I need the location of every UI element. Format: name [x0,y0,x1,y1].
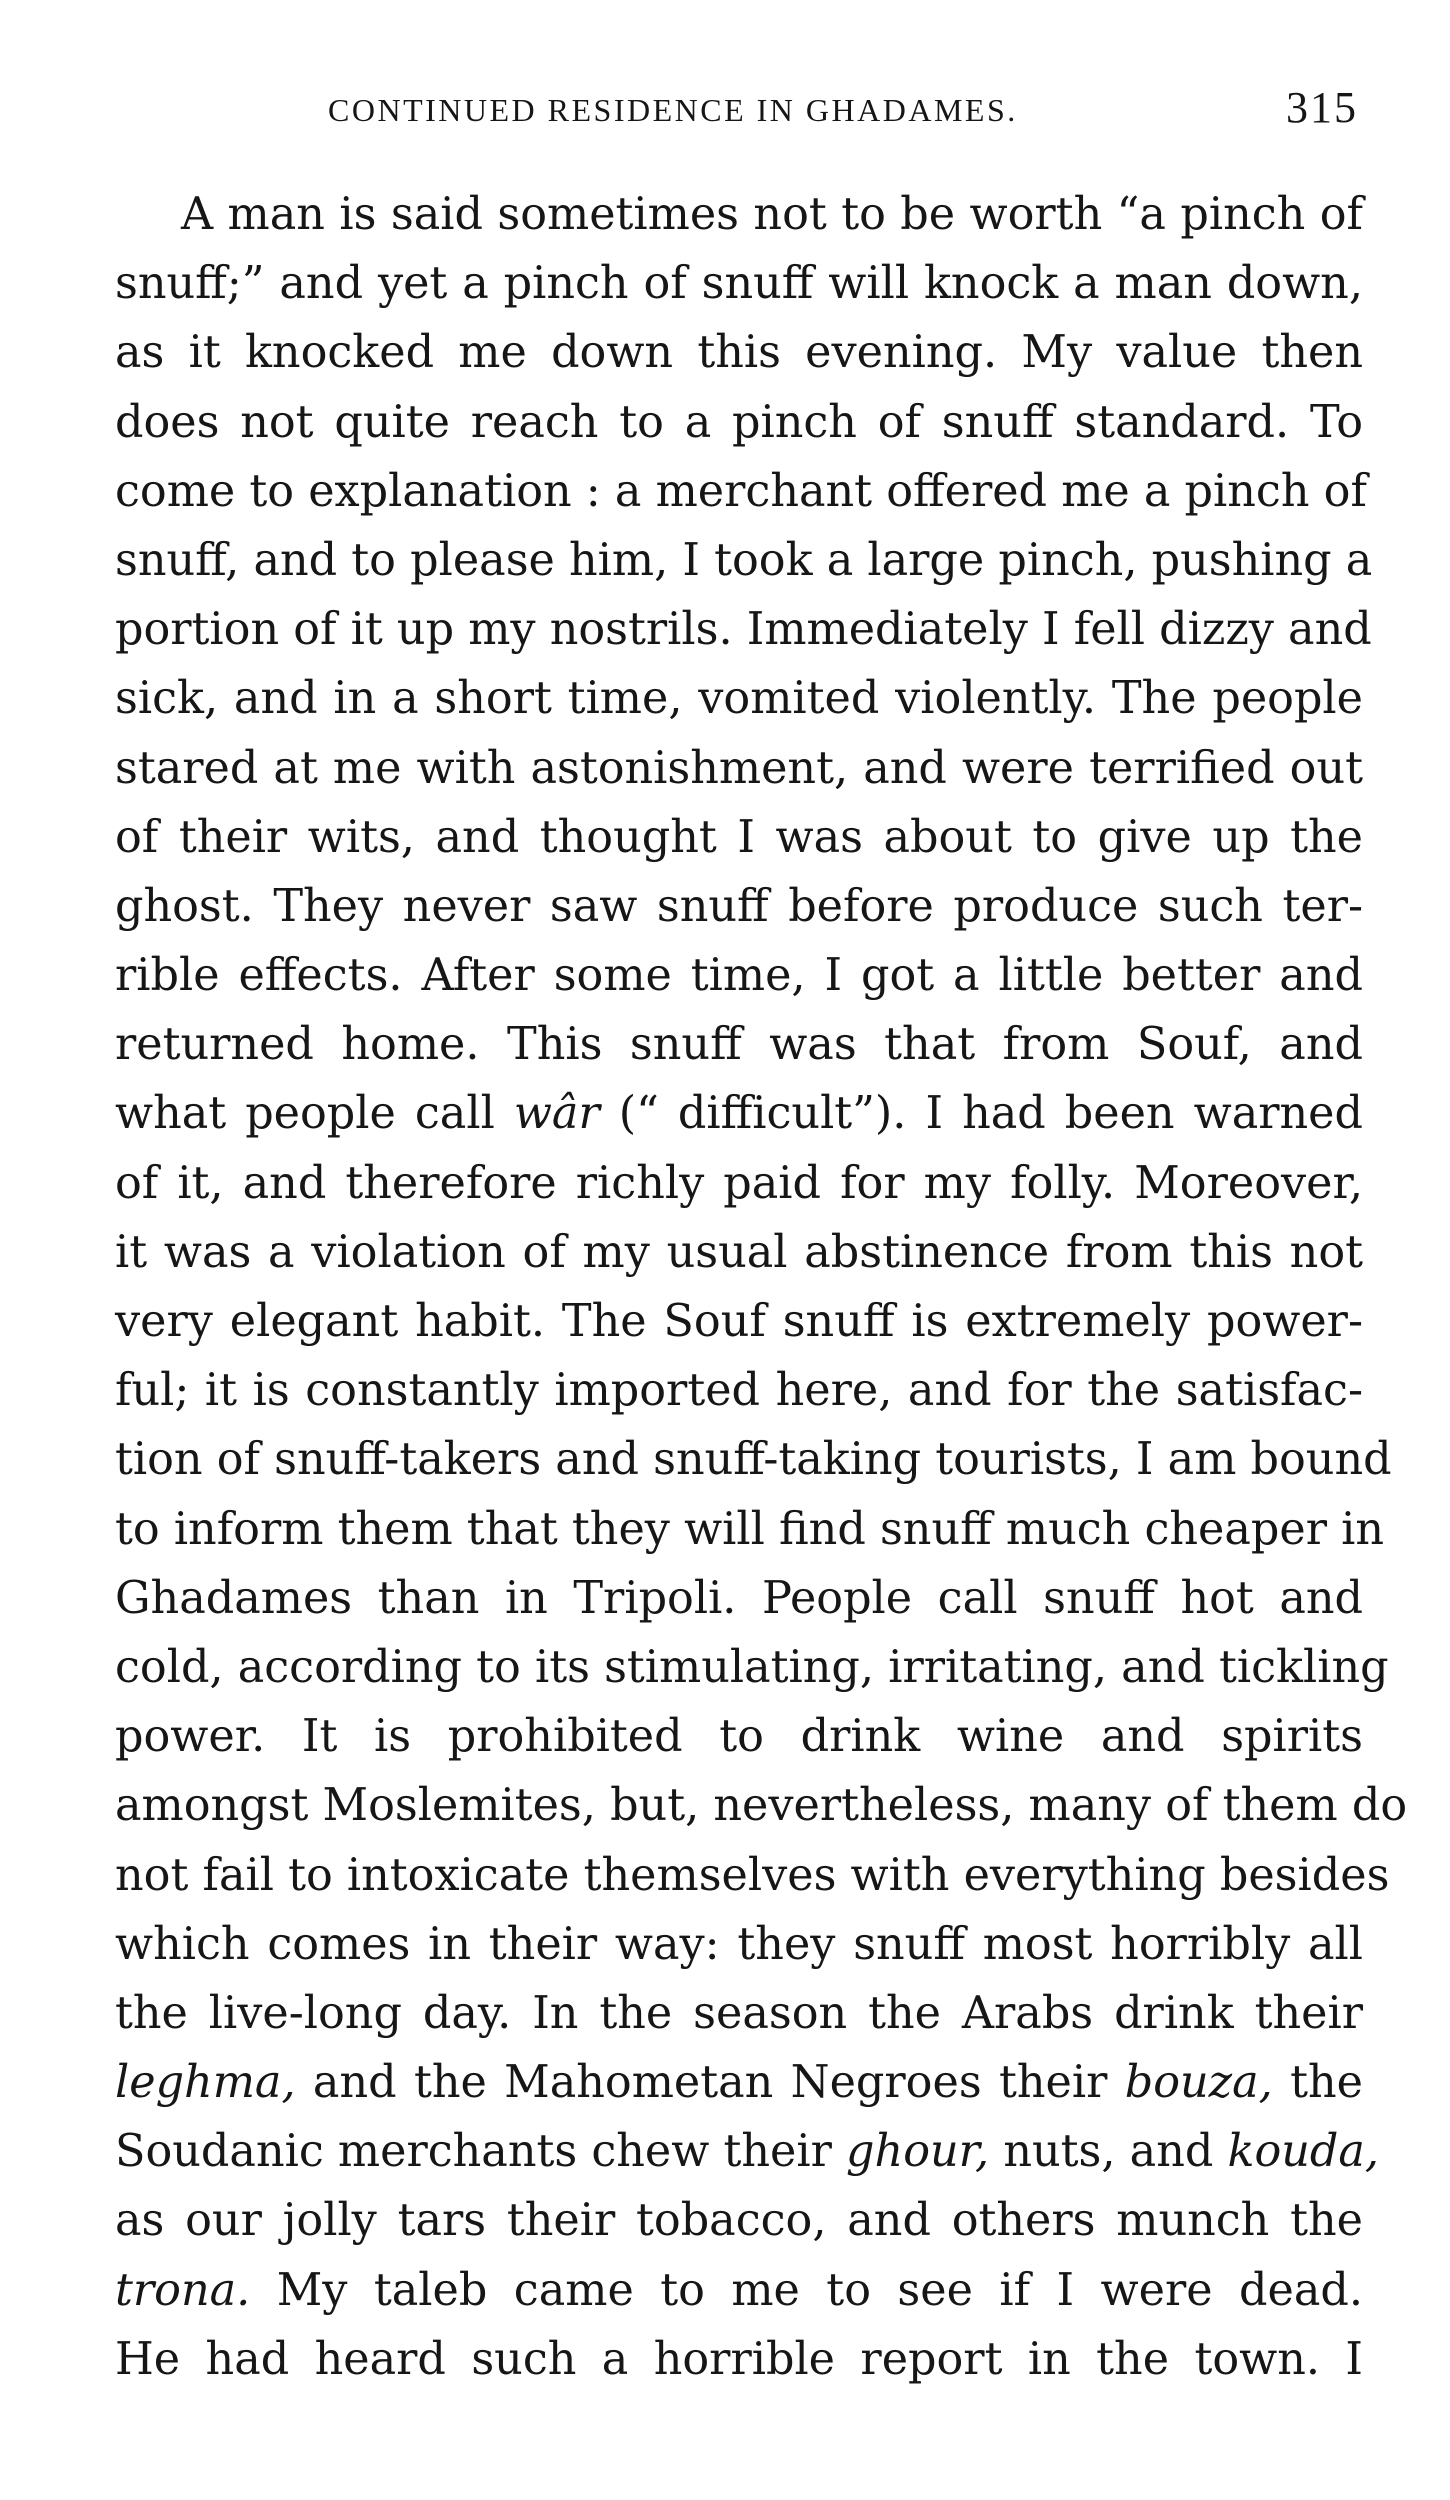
text-segment: rible effects. After some time, I got a little better and [115,950,1363,1002]
text-segment: it was a violation of my usual abstinence from this not [115,1226,1363,1278]
text-segment: tion of snuff-takers and snuff-taking tourists, I am bound [115,1434,1392,1486]
italic-word: wâr [513,1088,600,1140]
text-segment: of it, and therefore richly paid for my folly. Moreover, [115,1157,1363,1209]
text-segment: as our jolly tars their tobacco, and others munch the [115,2195,1363,2247]
text-line [115,526,1373,595]
page-number: 315 [1286,83,1358,132]
text-line [115,318,1363,387]
text-line [115,1010,1363,1079]
text-line [115,595,1372,664]
text-segment: what people call [115,1088,514,1140]
text-segment: (“ difficult”). I had been warned [599,1088,1363,1140]
text-segment: of their wits, and thought I was about to give up the [115,811,1363,863]
italic-word: trona. [115,2264,251,2316]
text-line [115,1287,1363,1356]
text-line [115,457,1367,526]
text-line [115,1979,1363,2048]
text-segment: the [1272,2057,1363,2109]
text-segment: sick, and in a short time, vomited violently. The people [115,673,1363,725]
italic-word: leghma, [115,2057,296,2109]
text-line [115,2186,1363,2255]
text-segment: ghost. They never saw snuff before produce such ter- [115,880,1363,932]
running-title: CONTINUED RESIDENCE IN GHADAMES. [328,92,1018,128]
text-line [115,1218,1363,1287]
italic-word: ghour, [846,2126,990,2178]
text-line [115,1633,1389,1702]
text-line [115,1702,1363,1771]
text-segment: stared at me with astonishment, and were terrified out [115,742,1363,794]
text-line [115,1841,1390,1910]
text-line [115,1425,1392,1494]
text-segment: He had heard such a horrible report in the town. I [115,2333,1363,2385]
text-segment: amongst Moslemites, but, nevertheless, many of them do [115,1780,1408,1832]
text-line [115,2256,1363,2325]
text-segment: come to explanation : a merchant offered me a pinch of [115,465,1367,517]
text-segment: snuff;” and yet a pinch of snuff will knock a man down, [115,258,1363,310]
text-segment: nuts, and [989,2126,1228,2178]
text-line [115,1495,1385,1564]
italic-word: kouda, [1227,2126,1380,2178]
text-line [115,2117,1380,2186]
text-line [115,2048,1363,2117]
text-segment: ful; it is constantly imported here, and for the satisfac- [115,1365,1363,1417]
text-line [115,1149,1363,1218]
text-line [115,1079,1363,1148]
text-line [115,1564,1363,1633]
text-segment: A man is said sometimes not to be worth “a pinch of [181,189,1363,240]
text-line [115,1771,1408,1840]
text-segment: very elegant habit. The Souf snuff is extremely power- [115,1296,1363,1347]
text-line [115,803,1363,872]
italic-word: bouza, [1124,2057,1273,2109]
text-segment: the live-long day. In the season the Arabs drink their [115,1987,1363,2039]
text-segment: portion of it up my nostrils. Immediately I fell dizzy and [115,604,1372,656]
text-segment: to inform them that they will find snuff much cheaper in [115,1503,1385,1555]
text-line [115,1910,1363,1979]
text-line [115,1356,1363,1425]
text-line [115,388,1363,457]
text-segment: Soudanic merchants chew their [115,2126,847,2178]
text-segment: which comes in their way: they snuff most horribly all [115,1918,1363,1970]
text-line [115,941,1363,1010]
text-line [115,2325,1363,2394]
text-segment: Ghadames than in Tripoli. People call snuff hot and [115,1572,1363,1624]
text-line [115,872,1363,941]
text-segment: as it knocked me down this evening. My value then [115,327,1363,379]
text-segment: My taleb came to me to see if I were dead. [250,2264,1363,2316]
text-segment: snuff, and to please him, I took a large pinch, pushing a [115,534,1373,586]
text-line [115,664,1363,733]
text-line [115,249,1363,318]
text-line [115,734,1363,803]
text-segment: not fail to intoxicate themselves with everything besides [115,1849,1390,1901]
text-segment: returned home. This snuff was that from Souf, and [115,1019,1363,1071]
text-segment: does not quite reach to a pinch of snuff standard. To [115,396,1363,448]
text-segment: cold, according to its stimulating, irritating, and tickling [115,1641,1389,1693]
body-text [115,180,1408,2394]
running-head [110,78,1358,138]
text-segment: power. It is prohibited to drink wine and spirits [115,1711,1363,1763]
text-segment: and the Mahometan Negroes their [295,2057,1125,2109]
text-line [115,180,1363,249]
